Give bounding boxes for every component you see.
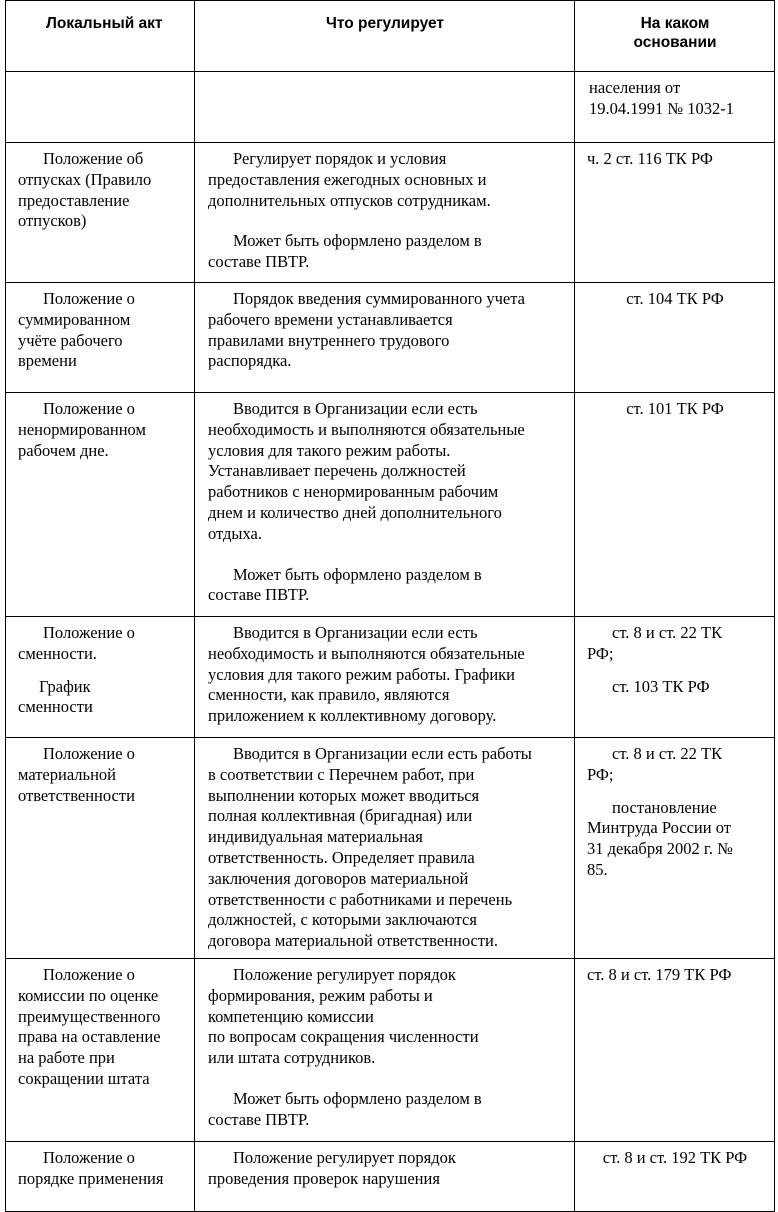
basis-line: РФ;	[587, 643, 614, 663]
regulates-cell	[195, 143, 575, 283]
act-cell	[6, 959, 195, 1142]
regulates-line: условия для такого режим работы. Графики	[208, 664, 515, 684]
basis-cell	[575, 72, 775, 143]
regulates-line: по вопросам сокращения численности	[208, 1027, 479, 1047]
regulates-line: составе ПВТР.	[208, 585, 310, 605]
regulates-line: составе ПВТР.	[208, 252, 310, 272]
regulates-line: индивидуальная материальная	[208, 827, 423, 847]
regulates-cell	[195, 617, 575, 738]
regulates-line: Положение регулирует порядок	[233, 1148, 456, 1167]
regulates-line: составе ПВТР.	[208, 1109, 310, 1129]
local-acts-table	[5, 0, 775, 1212]
act-line: отпусках (Правило	[18, 169, 152, 189]
regulates-cell	[195, 1142, 575, 1212]
act-line: Положение о	[43, 965, 135, 984]
act-line: Положение о	[43, 289, 135, 308]
basis-line: постановление	[612, 797, 717, 817]
basis-line: ст. 8 и ст. 192 ТК РФ	[602, 1148, 748, 1167]
regulates-line: правилами внутреннего трудового	[208, 330, 450, 350]
regulates-line: рабочего времени устанавливается	[208, 309, 453, 329]
regulates-line: предоставления ежегодных основных и	[208, 169, 487, 189]
table-row	[6, 1142, 775, 1212]
table-row	[6, 283, 775, 393]
basis-cell	[575, 393, 775, 617]
regulates-line: Вводится в Организации если есть	[233, 399, 478, 418]
regulates-line: Положение регулирует порядок	[233, 965, 456, 984]
act-line: ответственности	[18, 785, 135, 805]
regulates-line: формирования, режим работы и	[208, 985, 433, 1005]
basis-line: ст. 8 и ст. 22 ТК	[612, 744, 723, 763]
act-line: сменности	[18, 697, 93, 717]
basis-line: населения от	[589, 78, 681, 97]
regulates-line: дополнительных отпусков сотрудникам.	[208, 190, 491, 210]
basis-line: ст. 103 ТК РФ	[612, 676, 710, 696]
act-cell	[6, 283, 195, 393]
table-row	[6, 143, 775, 283]
regulates-line: днем и количество дней дополнительного	[208, 502, 502, 522]
regulates-line: условия для такого режим работы.	[208, 440, 451, 460]
regulates-line: заключения договоров материальной	[208, 868, 469, 888]
header-basis-line2: основании	[633, 34, 717, 51]
basis-line: Минтруда России от	[587, 818, 731, 838]
regulates-line: необходимость и выполняются обязательные	[208, 419, 525, 439]
regulates-line: должностей, с которыми заключаются	[208, 910, 477, 930]
regulates-cell	[195, 393, 575, 617]
regulates-line: отдыха.	[208, 523, 262, 543]
act-line: сокращении штата	[18, 1068, 150, 1088]
table-row	[6, 72, 775, 143]
regulates-line: договора материальной ответственности.	[208, 931, 499, 951]
table-row	[6, 617, 775, 738]
regulates-line: Может быть оформлено разделом в	[233, 564, 482, 584]
regulates-line: сменности, как правило, являются	[208, 685, 450, 705]
basis-line: ч. 2 ст. 116 ТК РФ	[587, 149, 713, 168]
act-line: преимущественного	[18, 1006, 161, 1026]
regulates-line: или штата сотрудников.	[208, 1048, 376, 1068]
basis-line: ст. 101 ТК РФ	[626, 399, 724, 418]
regulates-line: Устанавливает перечень должностей	[208, 461, 466, 481]
act-line: сменности.	[18, 643, 97, 663]
basis-line: РФ;	[587, 764, 614, 784]
basis-cell	[575, 959, 775, 1142]
header-what-regulates: Что регулирует	[195, 1, 575, 72]
table-header-row	[6, 1, 775, 72]
act-line: рабочем дне.	[18, 440, 109, 460]
regulates-line: ответственность. Определяет правила	[208, 847, 475, 867]
regulates-line: Порядок введения суммированного учета	[233, 289, 525, 308]
table-row	[6, 393, 775, 617]
regulates-line: ответственности с работниками и перечень	[208, 889, 513, 909]
basis-line: 31 декабря 2002 г. №	[587, 839, 733, 859]
act-line: Положение о	[43, 623, 135, 642]
table-row	[6, 738, 775, 959]
regulates-line: полная коллективная (бригадная) или	[208, 806, 473, 826]
act-cell	[6, 1142, 195, 1212]
regulates-line: Вводится в Организации если есть работы	[233, 744, 532, 763]
header-basis	[575, 1, 775, 72]
regulates-line: Вводится в Организации если есть	[233, 623, 478, 642]
regulates-line: Может быть оформлено разделом в	[233, 1088, 482, 1108]
regulates-cell	[195, 959, 575, 1142]
act-line: Положение об	[43, 149, 144, 168]
regulates-line: проведения проверок нарушения	[208, 1168, 440, 1188]
header-basis-line1: На каком	[640, 15, 710, 32]
basis-cell	[575, 283, 775, 393]
basis-cell	[575, 617, 775, 738]
basis-line: 19.04.1991 № 1032-1	[589, 98, 734, 118]
regulates-line: необходимость и выполняются обязательные	[208, 643, 525, 663]
regulates-line: распорядка.	[208, 351, 292, 371]
regulates-line: Регулирует порядок и условия	[233, 149, 447, 168]
act-cell	[6, 143, 195, 283]
act-line: отпусков)	[18, 211, 87, 231]
basis-line: ст. 8 и ст. 179 ТК РФ	[587, 965, 732, 984]
act-line: Положение о	[43, 1148, 135, 1167]
regulates-line: приложением к коллективному договору.	[208, 706, 497, 726]
act-line: учёте рабочего	[18, 330, 123, 350]
act-line: ненормированном	[18, 419, 146, 439]
act-line: предоставление	[18, 190, 130, 210]
regulates-line: работников с ненормированным рабочим	[208, 482, 499, 502]
header-local-act: Локальный акт	[6, 1, 195, 72]
basis-cell	[575, 738, 775, 959]
basis-line: ст. 8 и ст. 22 ТК	[612, 623, 723, 642]
table-row	[6, 959, 775, 1142]
regulates-line: Может быть оформлено разделом в	[233, 231, 482, 251]
regulates-cell	[195, 283, 575, 393]
regulates-line: выполнении которых может вводиться	[208, 785, 480, 805]
act-line: времени	[18, 351, 77, 371]
basis-line: ст. 104 ТК РФ	[626, 289, 724, 308]
act-line: График	[39, 676, 91, 696]
act-line: материальной	[18, 764, 116, 784]
act-cell	[6, 617, 195, 738]
act-line: Положение о	[43, 399, 135, 418]
act-line: права на оставление	[18, 1027, 161, 1047]
basis-cell	[575, 143, 775, 283]
regulates-line: в соответствии с Перечнем работ, при	[208, 764, 475, 784]
act-cell	[6, 393, 195, 617]
basis-line: 85.	[587, 859, 608, 879]
act-line: суммированном	[18, 309, 131, 329]
act-line: на работе при	[18, 1048, 115, 1068]
regulates-cell	[195, 738, 575, 959]
act-line: Положение о	[43, 744, 135, 763]
basis-cell	[575, 1142, 775, 1212]
act-cell	[6, 738, 195, 959]
act-line: комиссии по оценке	[18, 985, 159, 1005]
regulates-cell	[195, 72, 575, 143]
act-line: порядке применения	[18, 1168, 164, 1188]
regulates-line: компетенцию комиссии	[208, 1006, 374, 1026]
act-cell	[6, 72, 195, 143]
